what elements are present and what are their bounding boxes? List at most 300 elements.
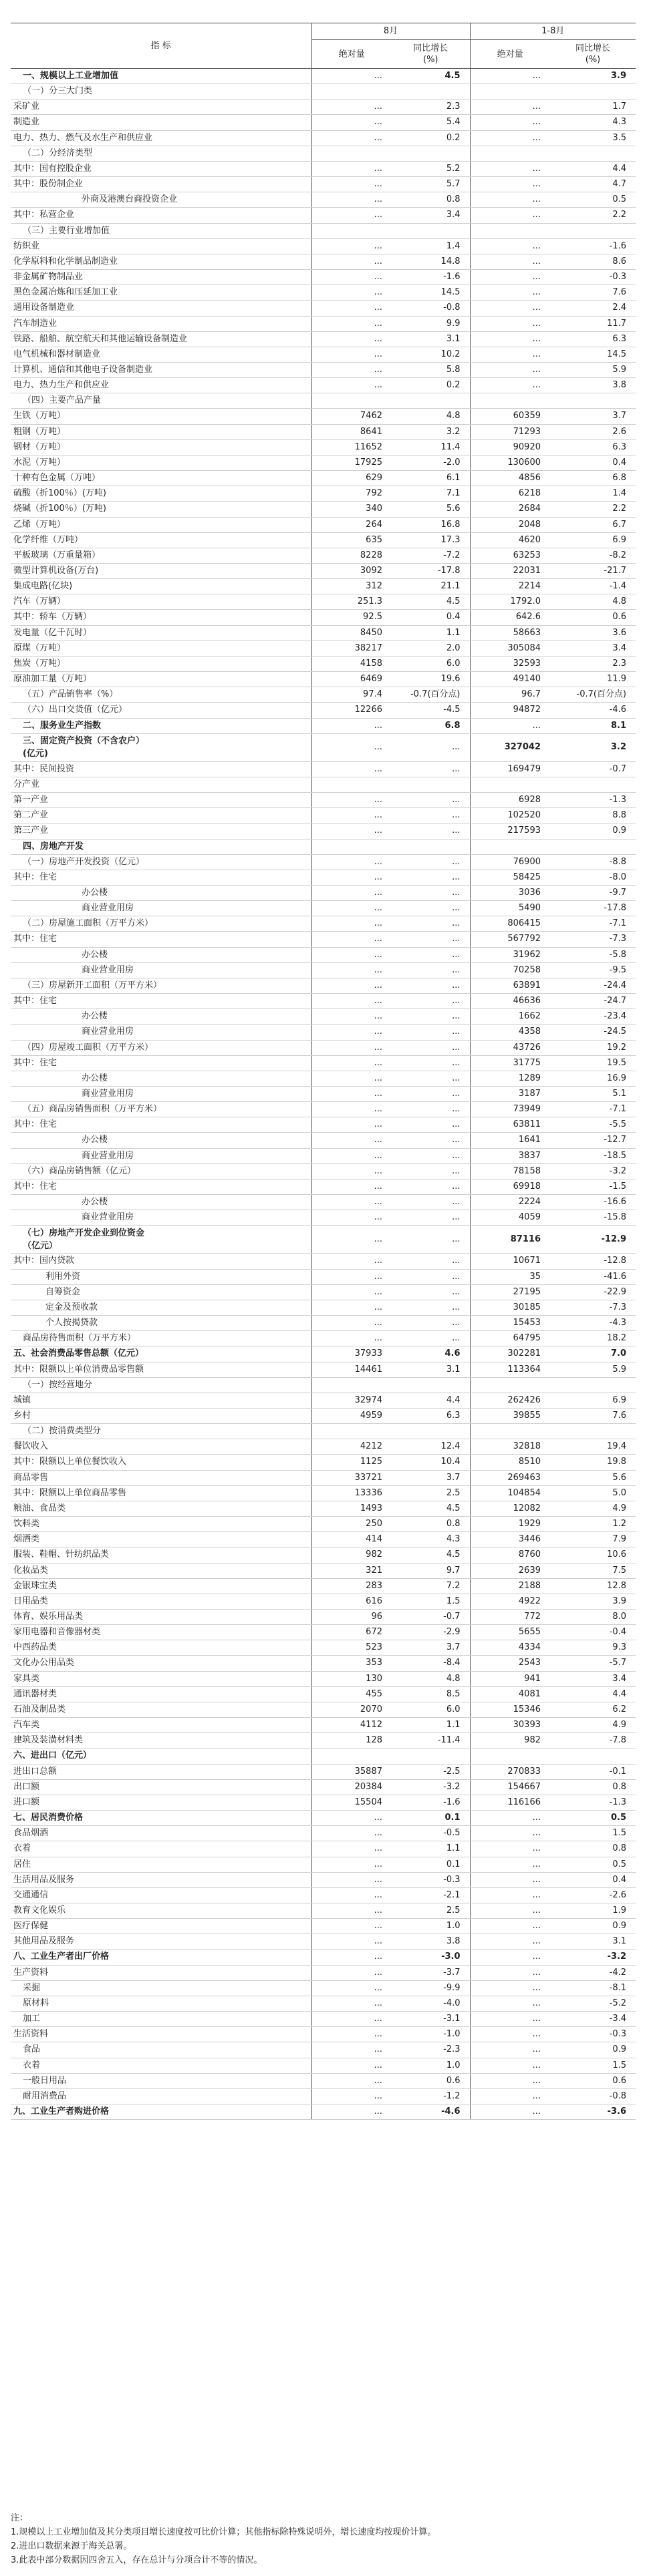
footnotes xyxy=(11,2511,436,2567)
cum-value xyxy=(470,1377,550,1393)
row-label: 计算机、通信和其他电子设备制造业 xyxy=(11,362,311,377)
row-label: 石油及制品类 xyxy=(11,1702,311,1717)
cum-value: ... xyxy=(470,2042,550,2058)
cum-yoy: 14.5 xyxy=(550,347,636,362)
cum-yoy: 0.5 xyxy=(550,1811,636,1826)
table-row xyxy=(11,1439,636,1455)
row-label: 采掘 xyxy=(11,1980,311,1996)
month-yoy: 0.6 xyxy=(392,2073,470,2088)
cum-yoy: -8.2 xyxy=(550,548,636,563)
month-value: ... xyxy=(311,2012,392,2027)
cum-value: ... xyxy=(470,1903,550,1918)
row-label: （五）产品销售率（%） xyxy=(11,687,311,703)
row-label: 家具类 xyxy=(11,1671,311,1686)
month-value: ... xyxy=(311,1254,392,1269)
row-label: 制造业 xyxy=(11,115,311,130)
cum-value: 6928 xyxy=(470,793,550,808)
month-yoy: 4.6 xyxy=(392,1346,470,1362)
cum-yoy: 0.9 xyxy=(550,823,636,839)
row-label: 原油加工量（万吨） xyxy=(11,672,311,687)
row-label: 电力、热力生产和供应业 xyxy=(11,378,311,393)
cum-yoy: 2.2 xyxy=(550,502,636,517)
row-label: 第一产业 xyxy=(11,793,311,808)
table-row xyxy=(11,1671,636,1686)
month-yoy xyxy=(392,777,470,792)
table-row xyxy=(11,947,636,962)
month-yoy: ... xyxy=(392,885,470,900)
cum-value: ... xyxy=(470,1919,550,1934)
row-label: 原煤（万吨） xyxy=(11,640,311,656)
cum-yoy: -5.7 xyxy=(550,1656,636,1671)
month-value: 1125 xyxy=(311,1455,392,1470)
month-yoy: 3.1 xyxy=(392,1362,470,1377)
cum-yoy: 4.4 xyxy=(550,161,636,176)
cum-yoy: 8.8 xyxy=(550,808,636,823)
cum-yoy: 11.7 xyxy=(550,316,636,331)
month-yoy: 1.0 xyxy=(392,1919,470,1934)
month-yoy: -17.8 xyxy=(392,564,470,579)
row-label: 微型计算机设备(万台) xyxy=(11,564,311,579)
cum-yoy: 4.3 xyxy=(550,115,636,130)
row-label: 衣着 xyxy=(11,1841,311,1857)
month-yoy: ... xyxy=(392,1179,470,1194)
cum-value: 71293 xyxy=(470,424,550,439)
row-label: 第三产业 xyxy=(11,823,311,839)
month-value xyxy=(311,1749,392,1764)
cum-value: 63891 xyxy=(470,978,550,993)
row-label: 其中：住宅 xyxy=(11,1117,311,1133)
month-value: ... xyxy=(311,1857,392,1872)
cum-value: ... xyxy=(470,331,550,347)
cum-value: 39855 xyxy=(470,1408,550,1423)
month-value: ... xyxy=(311,1872,392,1887)
cum-value: 43726 xyxy=(470,1040,550,1055)
cum-value: ... xyxy=(470,2058,550,2073)
month-value: 130 xyxy=(311,1671,392,1686)
month-value: ... xyxy=(311,1269,392,1284)
cum-value: 217593 xyxy=(470,823,550,839)
cum-value: 4358 xyxy=(470,1025,550,1040)
month-yoy: ... xyxy=(392,1117,470,1133)
month-yoy: -3.2 xyxy=(392,1779,470,1795)
month-yoy: -11.4 xyxy=(392,1733,470,1749)
month-value: 672 xyxy=(311,1625,392,1640)
month-yoy: 2.5 xyxy=(392,1903,470,1918)
cum-value xyxy=(470,777,550,792)
cum-yoy: 3.4 xyxy=(550,640,636,656)
table-row xyxy=(11,1965,636,1980)
cum-value: 27195 xyxy=(470,1284,550,1300)
month-yoy: ... xyxy=(392,1102,470,1117)
cum-value: 5655 xyxy=(470,1625,550,1640)
month-yoy: ... xyxy=(392,1331,470,1346)
month-value: ... xyxy=(311,301,392,316)
month-value: ... xyxy=(311,885,392,900)
cum-yoy: -21.7 xyxy=(550,564,636,579)
month-value: ... xyxy=(311,270,392,285)
month-value: ... xyxy=(311,1980,392,1996)
cum-value: ... xyxy=(470,2088,550,2104)
month-value: 353 xyxy=(311,1656,392,1671)
month-value: ... xyxy=(311,192,392,208)
cum-yoy: 6.7 xyxy=(550,517,636,532)
table-row xyxy=(11,378,636,393)
month-yoy: 4.5 xyxy=(392,69,470,84)
month-yoy: 8.5 xyxy=(392,1686,470,1702)
month-yoy: 7.1 xyxy=(392,486,470,502)
row-label: 七、居民消费价格 xyxy=(11,1811,311,1826)
table-row xyxy=(11,1254,636,1269)
month-value: ... xyxy=(311,932,392,947)
month-value: 11652 xyxy=(311,439,392,455)
month-yoy: -0.7 xyxy=(392,1610,470,1625)
cum-yoy: -1.5 xyxy=(550,1179,636,1194)
cum-value: ... xyxy=(470,1841,550,1857)
month-value: ... xyxy=(311,962,392,978)
cum-value: ... xyxy=(470,316,550,331)
cum-yoy: 0.6 xyxy=(550,2073,636,2088)
month-value: ... xyxy=(311,1195,392,1210)
cum-value: ... xyxy=(470,718,550,733)
month-yoy: 0.4 xyxy=(392,610,470,625)
month-yoy: ... xyxy=(392,1226,470,1254)
cum-value: 15453 xyxy=(470,1316,550,1331)
month-yoy: ... xyxy=(392,1040,470,1055)
table-row xyxy=(11,1455,636,1470)
cum-yoy: 2.3 xyxy=(550,656,636,671)
cum-yoy: 11.9 xyxy=(550,672,636,687)
cum-value: 10671 xyxy=(470,1254,550,1269)
table-row xyxy=(11,672,636,687)
row-label: 其中：国有控股企业 xyxy=(11,161,311,176)
cum-value: ... xyxy=(470,2027,550,2042)
row-label: （二）按消费类型分 xyxy=(11,1424,311,1439)
table-row xyxy=(11,777,636,792)
cum-yoy: -15.8 xyxy=(550,1210,636,1226)
table-row xyxy=(11,1640,636,1656)
table-row xyxy=(11,1226,636,1254)
cum-yoy: 1.4 xyxy=(550,486,636,502)
cum-yoy: -5.5 xyxy=(550,1117,636,1133)
row-label: 九、工业生产者购进价格 xyxy=(11,2104,311,2120)
row-label: 通用设备制造业 xyxy=(11,301,311,316)
row-label: 其中：私营企业 xyxy=(11,208,311,223)
cum-yoy xyxy=(550,223,636,238)
cum-value: 2048 xyxy=(470,517,550,532)
table-row xyxy=(11,347,636,362)
table-row xyxy=(11,1284,636,1300)
cum-yoy: 5.1 xyxy=(550,1087,636,1102)
row-label: （二）房屋施工面积（万平方米） xyxy=(11,916,311,932)
cum-yoy: 7.6 xyxy=(550,1408,636,1423)
month-value: ... xyxy=(311,1331,392,1346)
cum-yoy: 3.9 xyxy=(550,69,636,84)
row-label: 化学原料和化学制品制造业 xyxy=(11,254,311,269)
row-label: （三）主要行业增加值 xyxy=(11,223,311,238)
month-value: ... xyxy=(311,1102,392,1117)
month-value: ... xyxy=(311,1163,392,1179)
month-value xyxy=(311,393,392,409)
cum-yoy: -17.8 xyxy=(550,901,636,916)
month-yoy: 16.8 xyxy=(392,517,470,532)
month-yoy: 3.1 xyxy=(392,331,470,347)
month-yoy: 3.2 xyxy=(392,424,470,439)
cum-value: 78158 xyxy=(470,1163,550,1179)
month-value xyxy=(311,84,392,100)
table-row xyxy=(11,1408,636,1423)
cum-value: ... xyxy=(470,192,550,208)
month-yoy: 4.3 xyxy=(392,1532,470,1547)
table-row xyxy=(11,2012,636,2027)
row-label: 其中：限额以上单位餐饮收入 xyxy=(11,1455,311,1470)
cum-yoy: -1.6 xyxy=(550,238,636,254)
month-value xyxy=(311,223,392,238)
cum-value: 4620 xyxy=(470,532,550,548)
header-cum-abs: 绝对量 xyxy=(470,40,550,69)
month-yoy: 4.4 xyxy=(392,1393,470,1408)
month-value: ... xyxy=(311,331,392,347)
header-indicator: 指 标 xyxy=(11,23,311,69)
month-value: 13336 xyxy=(311,1485,392,1501)
cum-yoy: -8.1 xyxy=(550,1980,636,1996)
month-value: ... xyxy=(311,823,392,839)
cum-yoy: 6.8 xyxy=(550,471,636,486)
row-label: 商品零售 xyxy=(11,1470,311,1485)
month-value: 340 xyxy=(311,502,392,517)
cum-value: ... xyxy=(470,1965,550,1980)
row-label: 商业营业用房 xyxy=(11,901,311,916)
month-value: 33721 xyxy=(311,1470,392,1485)
cum-yoy: 6.3 xyxy=(550,331,636,347)
month-yoy: 2.5 xyxy=(392,1485,470,1501)
month-value xyxy=(311,1424,392,1439)
table-row xyxy=(11,177,636,192)
row-label: 乡村 xyxy=(11,1408,311,1423)
table-row xyxy=(11,1316,636,1331)
table-row xyxy=(11,823,636,839)
month-yoy: 4.5 xyxy=(392,1547,470,1563)
cum-value: ... xyxy=(470,362,550,377)
month-yoy: ... xyxy=(392,761,470,777)
table-row xyxy=(11,1826,636,1841)
cum-value: 87116 xyxy=(470,1226,550,1254)
row-label: 十种有色金属（万吨） xyxy=(11,471,311,486)
cum-yoy: -2.6 xyxy=(550,1887,636,1903)
cum-yoy: 2.4 xyxy=(550,301,636,316)
cum-yoy: -24.5 xyxy=(550,1025,636,1040)
month-value: ... xyxy=(311,362,392,377)
cum-yoy: -0.8 xyxy=(550,2088,636,2104)
month-yoy: 14.5 xyxy=(392,285,470,301)
cum-yoy: 4.7 xyxy=(550,177,636,192)
cum-yoy: 5.9 xyxy=(550,362,636,377)
month-value: ... xyxy=(311,2027,392,2042)
month-value: ... xyxy=(311,718,392,733)
cum-value xyxy=(470,1749,550,1764)
month-value: ... xyxy=(311,916,392,932)
cum-yoy: 4.8 xyxy=(550,594,636,610)
cum-value: ... xyxy=(470,254,550,269)
table-row xyxy=(11,502,636,517)
month-yoy: 5.7 xyxy=(392,177,470,192)
month-yoy: -4.0 xyxy=(392,1996,470,2011)
cum-yoy: -7.3 xyxy=(550,1300,636,1315)
cum-yoy: 3.8 xyxy=(550,378,636,393)
table-row xyxy=(11,1040,636,1055)
cum-value: ... xyxy=(470,285,550,301)
table-row xyxy=(11,916,636,932)
cum-value: 32593 xyxy=(470,656,550,671)
row-label: 电力、热力、燃气及水生产和供应业 xyxy=(11,130,311,146)
cum-yoy: -0.4 xyxy=(550,1625,636,1640)
month-value: ... xyxy=(311,254,392,269)
table-row xyxy=(11,424,636,439)
month-yoy xyxy=(392,1424,470,1439)
row-label: （一）房地产开发投资（亿元） xyxy=(11,854,311,870)
month-value: 8228 xyxy=(311,548,392,563)
cum-yoy: 1.5 xyxy=(550,2058,636,2073)
month-yoy: 11.4 xyxy=(392,439,470,455)
month-value: ... xyxy=(311,1841,392,1857)
row-label: 四、房地产开发 xyxy=(11,839,311,854)
cum-yoy: 18.2 xyxy=(550,1331,636,1346)
row-label: 硫酸（折100％）(万吨) xyxy=(11,486,311,502)
table-row xyxy=(11,1331,636,1346)
row-label: 办公楼 xyxy=(11,1133,311,1148)
cum-value: 642.6 xyxy=(470,610,550,625)
row-label: （七）房地产开发企业到位资金 （亿元） xyxy=(11,1226,311,1254)
row-label: （六）出口交货值（亿元） xyxy=(11,703,311,718)
month-value: ... xyxy=(311,1009,392,1025)
cum-value: 102520 xyxy=(470,808,550,823)
table-row xyxy=(11,439,636,455)
cum-value: 22031 xyxy=(470,564,550,579)
cum-yoy: 1.2 xyxy=(550,1517,636,1532)
table-row xyxy=(11,1857,636,1872)
month-value: ... xyxy=(311,1133,392,1148)
month-yoy: -2.5 xyxy=(392,1764,470,1779)
row-label: 餐饮收入 xyxy=(11,1439,311,1455)
row-label: （五）商品房销售面积（万平方米） xyxy=(11,1102,311,1117)
table-row xyxy=(11,517,636,532)
row-label: 商业营业用房 xyxy=(11,962,311,978)
table-row xyxy=(11,1055,636,1071)
row-label: 办公楼 xyxy=(11,1195,311,1210)
month-value: 15504 xyxy=(311,1795,392,1810)
table-row xyxy=(11,1179,636,1194)
month-yoy: 21.1 xyxy=(392,579,470,594)
month-yoy: 6.1 xyxy=(392,471,470,486)
cum-value: 49140 xyxy=(470,672,550,687)
month-yoy: ... xyxy=(392,1163,470,1179)
table-row xyxy=(11,994,636,1009)
cum-yoy: 8.1 xyxy=(550,718,636,733)
row-label: 平板玻璃（万重量箱） xyxy=(11,548,311,563)
month-yoy: 5.4 xyxy=(392,115,470,130)
table-row xyxy=(11,594,636,610)
cum-yoy: 16.9 xyxy=(550,1071,636,1086)
month-value: ... xyxy=(311,238,392,254)
month-yoy xyxy=(392,146,470,161)
month-value: ... xyxy=(311,285,392,301)
month-yoy: 7.2 xyxy=(392,1578,470,1594)
month-yoy: -0.7(百分点) xyxy=(392,687,470,703)
month-value: ... xyxy=(311,100,392,115)
month-yoy: -3.1 xyxy=(392,2012,470,2027)
table-row xyxy=(11,1733,636,1749)
row-label: （六）商品房销售额（亿元） xyxy=(11,1163,311,1179)
table-row xyxy=(11,285,636,301)
row-label: 金银珠宝类 xyxy=(11,1578,311,1594)
month-value: ... xyxy=(311,947,392,962)
month-value: ... xyxy=(311,793,392,808)
month-yoy: 14.8 xyxy=(392,254,470,269)
table-row xyxy=(11,1887,636,1903)
cum-yoy: -22.9 xyxy=(550,1284,636,1300)
row-label: 一般日用品 xyxy=(11,2073,311,2088)
cum-value: 58663 xyxy=(470,625,550,640)
footnote-3: 3.此表中部分数据因四舍五入，存在总计与分项合计不等的情况。 xyxy=(11,2555,263,2565)
table-row xyxy=(11,1362,636,1377)
month-value: ... xyxy=(311,761,392,777)
month-value xyxy=(311,839,392,854)
month-yoy: 6.0 xyxy=(392,1702,470,1717)
cum-value: 32818 xyxy=(470,1439,550,1455)
month-yoy: -1.2 xyxy=(392,2088,470,2104)
row-label: 其中：住宅 xyxy=(11,932,311,947)
table-row xyxy=(11,362,636,377)
table-row xyxy=(11,1517,636,1532)
row-label: 纺织业 xyxy=(11,238,311,254)
table-row xyxy=(11,978,636,993)
table-row xyxy=(11,1656,636,1671)
cum-value: 1289 xyxy=(470,1071,550,1086)
row-label: （四）房屋竣工面积（万平方米） xyxy=(11,1040,311,1055)
cum-value: 2188 xyxy=(470,1578,550,1594)
cum-yoy xyxy=(550,84,636,100)
month-value: 4959 xyxy=(311,1408,392,1423)
month-yoy: ... xyxy=(392,1133,470,1148)
cum-yoy: -1.4 xyxy=(550,579,636,594)
cum-yoy: 10.6 xyxy=(550,1547,636,1563)
month-yoy: 0.2 xyxy=(392,378,470,393)
row-label: 生活资料 xyxy=(11,2027,311,2042)
table-row xyxy=(11,839,636,854)
month-yoy: 0.1 xyxy=(392,1857,470,1872)
month-value: ... xyxy=(311,1950,392,1965)
cum-value: 5490 xyxy=(470,901,550,916)
month-value: ... xyxy=(311,870,392,885)
month-value: 629 xyxy=(311,471,392,486)
cum-value: ... xyxy=(470,1872,550,1887)
row-label: 其中：住宅 xyxy=(11,870,311,885)
cum-value: 1641 xyxy=(470,1133,550,1148)
header-month-yoy: 同比增长 (%) xyxy=(392,40,470,69)
month-yoy: 4.8 xyxy=(392,1671,470,1686)
table-row xyxy=(11,455,636,470)
row-label: 化学纤维（万吨） xyxy=(11,532,311,548)
month-value: 283 xyxy=(311,1578,392,1594)
table-row xyxy=(11,2027,636,2042)
month-value: 3092 xyxy=(311,564,392,579)
table-row xyxy=(11,687,636,703)
table-row xyxy=(11,808,636,823)
month-yoy xyxy=(392,839,470,854)
table-row xyxy=(11,610,636,625)
table-row xyxy=(11,1532,636,1547)
cum-value: ... xyxy=(470,130,550,146)
cum-yoy: 5.0 xyxy=(550,1485,636,1501)
